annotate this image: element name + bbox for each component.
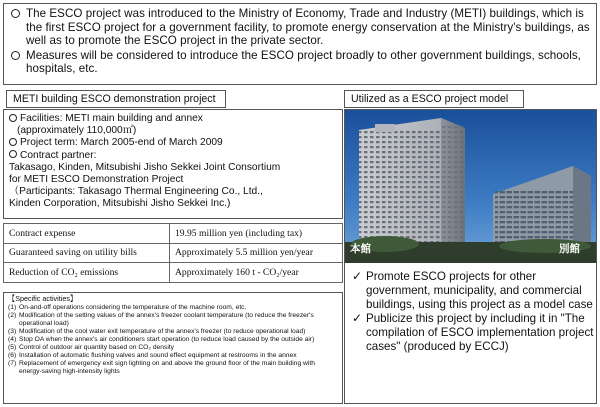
partner-label: Contract partner: (20, 149, 97, 161)
table-row (4, 243, 343, 263)
activity-number: (2) (8, 311, 17, 319)
facilities-text: Facilities: METI main building and annex (20, 113, 203, 124)
intro-text: Measures will be considered to introduce the ESCO project broadly to other government buildings, schools, hospitals, etc. (26, 48, 581, 76)
activity-number: (6) (8, 351, 17, 359)
circle-bullet-icon (9, 114, 17, 122)
activity-text: Control of outdoor air quantity based on CO₂ density (19, 343, 175, 351)
circle-bullet-icon (11, 9, 20, 18)
demo-project-box (3, 109, 343, 219)
activity-text: Modification of the cool water exit temperature of the annex's freezer (to reduce operational load) (19, 327, 306, 335)
activity-item (8, 328, 338, 336)
activity-item (8, 336, 338, 344)
partner-line-2: for METI ESCO Demonstration Project (9, 174, 184, 186)
activity-item (8, 352, 338, 360)
circle-bullet-icon (11, 51, 20, 60)
stat-label: Guaranteed saving on utility bills (4, 243, 170, 263)
list-item (352, 312, 594, 353)
activities-title: 【Specific activities】 (8, 294, 78, 303)
activity-number: (7) (8, 359, 17, 367)
model-heading: Utilized as a ESCO project model (344, 90, 524, 108)
annex-label: 別館 (559, 243, 580, 255)
term-line (9, 137, 337, 149)
activities-box (3, 292, 343, 404)
buildings-photo (345, 110, 596, 263)
intro-item (10, 49, 590, 76)
activity-number: (3) (8, 327, 17, 335)
demo-project-heading: METI building ESCO demonstration project (6, 90, 226, 108)
intro-box (3, 3, 597, 85)
stat-label: Contract expense (4, 224, 170, 244)
intro-text: The ESCO project was introduced to the Ministry of Economy, Trade and Industry (METI) buildings, which is the first ESCO project for a government facility, to promote energy conservation at the Ministry's buildings, as well as to promote the ESCO project in the private sector. (26, 7, 590, 48)
activity-item (8, 312, 338, 328)
stat-value: Approximately 5.5 million yen/year (170, 243, 343, 263)
partner-line (9, 150, 337, 162)
bullet-text: Promote ESCO projects for other government, municipality, and commercial buildings, using this project as a model case (366, 270, 593, 311)
stat-value: 19.95 million yen (including tax) (170, 224, 343, 244)
table-row (4, 263, 343, 283)
stat-value: Approximately 160 t - CO₂/year (170, 263, 343, 283)
activity-text: Modification of the setting values of the annex's freezer coolant temperature (to reduce the freezer's operational load) (19, 311, 314, 327)
list-item (352, 270, 594, 311)
participants-line-1: （Participants: Takasago Thermal Engineering Co., Ltd., (9, 186, 263, 198)
activity-text: Replacement of emergency exit sign lighting on and above the ground floor of the main building with energy-saving high-intensity lights (19, 359, 315, 375)
intro-item (10, 7, 590, 48)
activity-item (8, 344, 338, 352)
partner-line-1: Takasago, Kinden, Mitsubishi Jisho Sekkei Joint Consortium (9, 161, 281, 173)
table-row (4, 224, 343, 244)
activity-text: Installation of automatic flushing valves and sound effect equipment at restrooms in the annex (19, 351, 297, 359)
term-text: Project term: March 2005-end of March 2009 (20, 137, 223, 149)
activity-number: (5) (8, 343, 17, 351)
activity-item (8, 304, 338, 312)
activity-number: (1) (8, 303, 17, 311)
activity-text: On-and-off operations considering the temperature of the machine room, etc. (19, 303, 247, 311)
activity-text: Stop OA when the annex's air conditioners start operation (to reduce load caused by the outside air) (19, 335, 315, 343)
facilities-area: (approximately 110,000㎡) (17, 125, 137, 137)
model-box (344, 109, 597, 404)
stat-label: Reduction of CO₂ emissions (4, 263, 170, 283)
activity-number: (4) (8, 335, 17, 343)
checkmark-icon: ✓ (352, 311, 363, 326)
participants-line-2: Kinden Corporation, Mitsubishi Jisho Sekkei Inc.) (9, 198, 231, 210)
stats-table (3, 223, 343, 283)
main-building-label: 本館 (350, 243, 371, 255)
model-bullets (352, 270, 594, 354)
circle-bullet-icon (9, 138, 17, 146)
circle-bullet-icon (9, 150, 17, 158)
facilities-line (9, 113, 337, 125)
activity-item (8, 360, 338, 376)
bullet-text: Publicize this project by including it in "The compilation of ESCO implementation project cases" (produced by ECCJ) (366, 312, 594, 353)
checkmark-icon: ✓ (352, 269, 363, 283)
